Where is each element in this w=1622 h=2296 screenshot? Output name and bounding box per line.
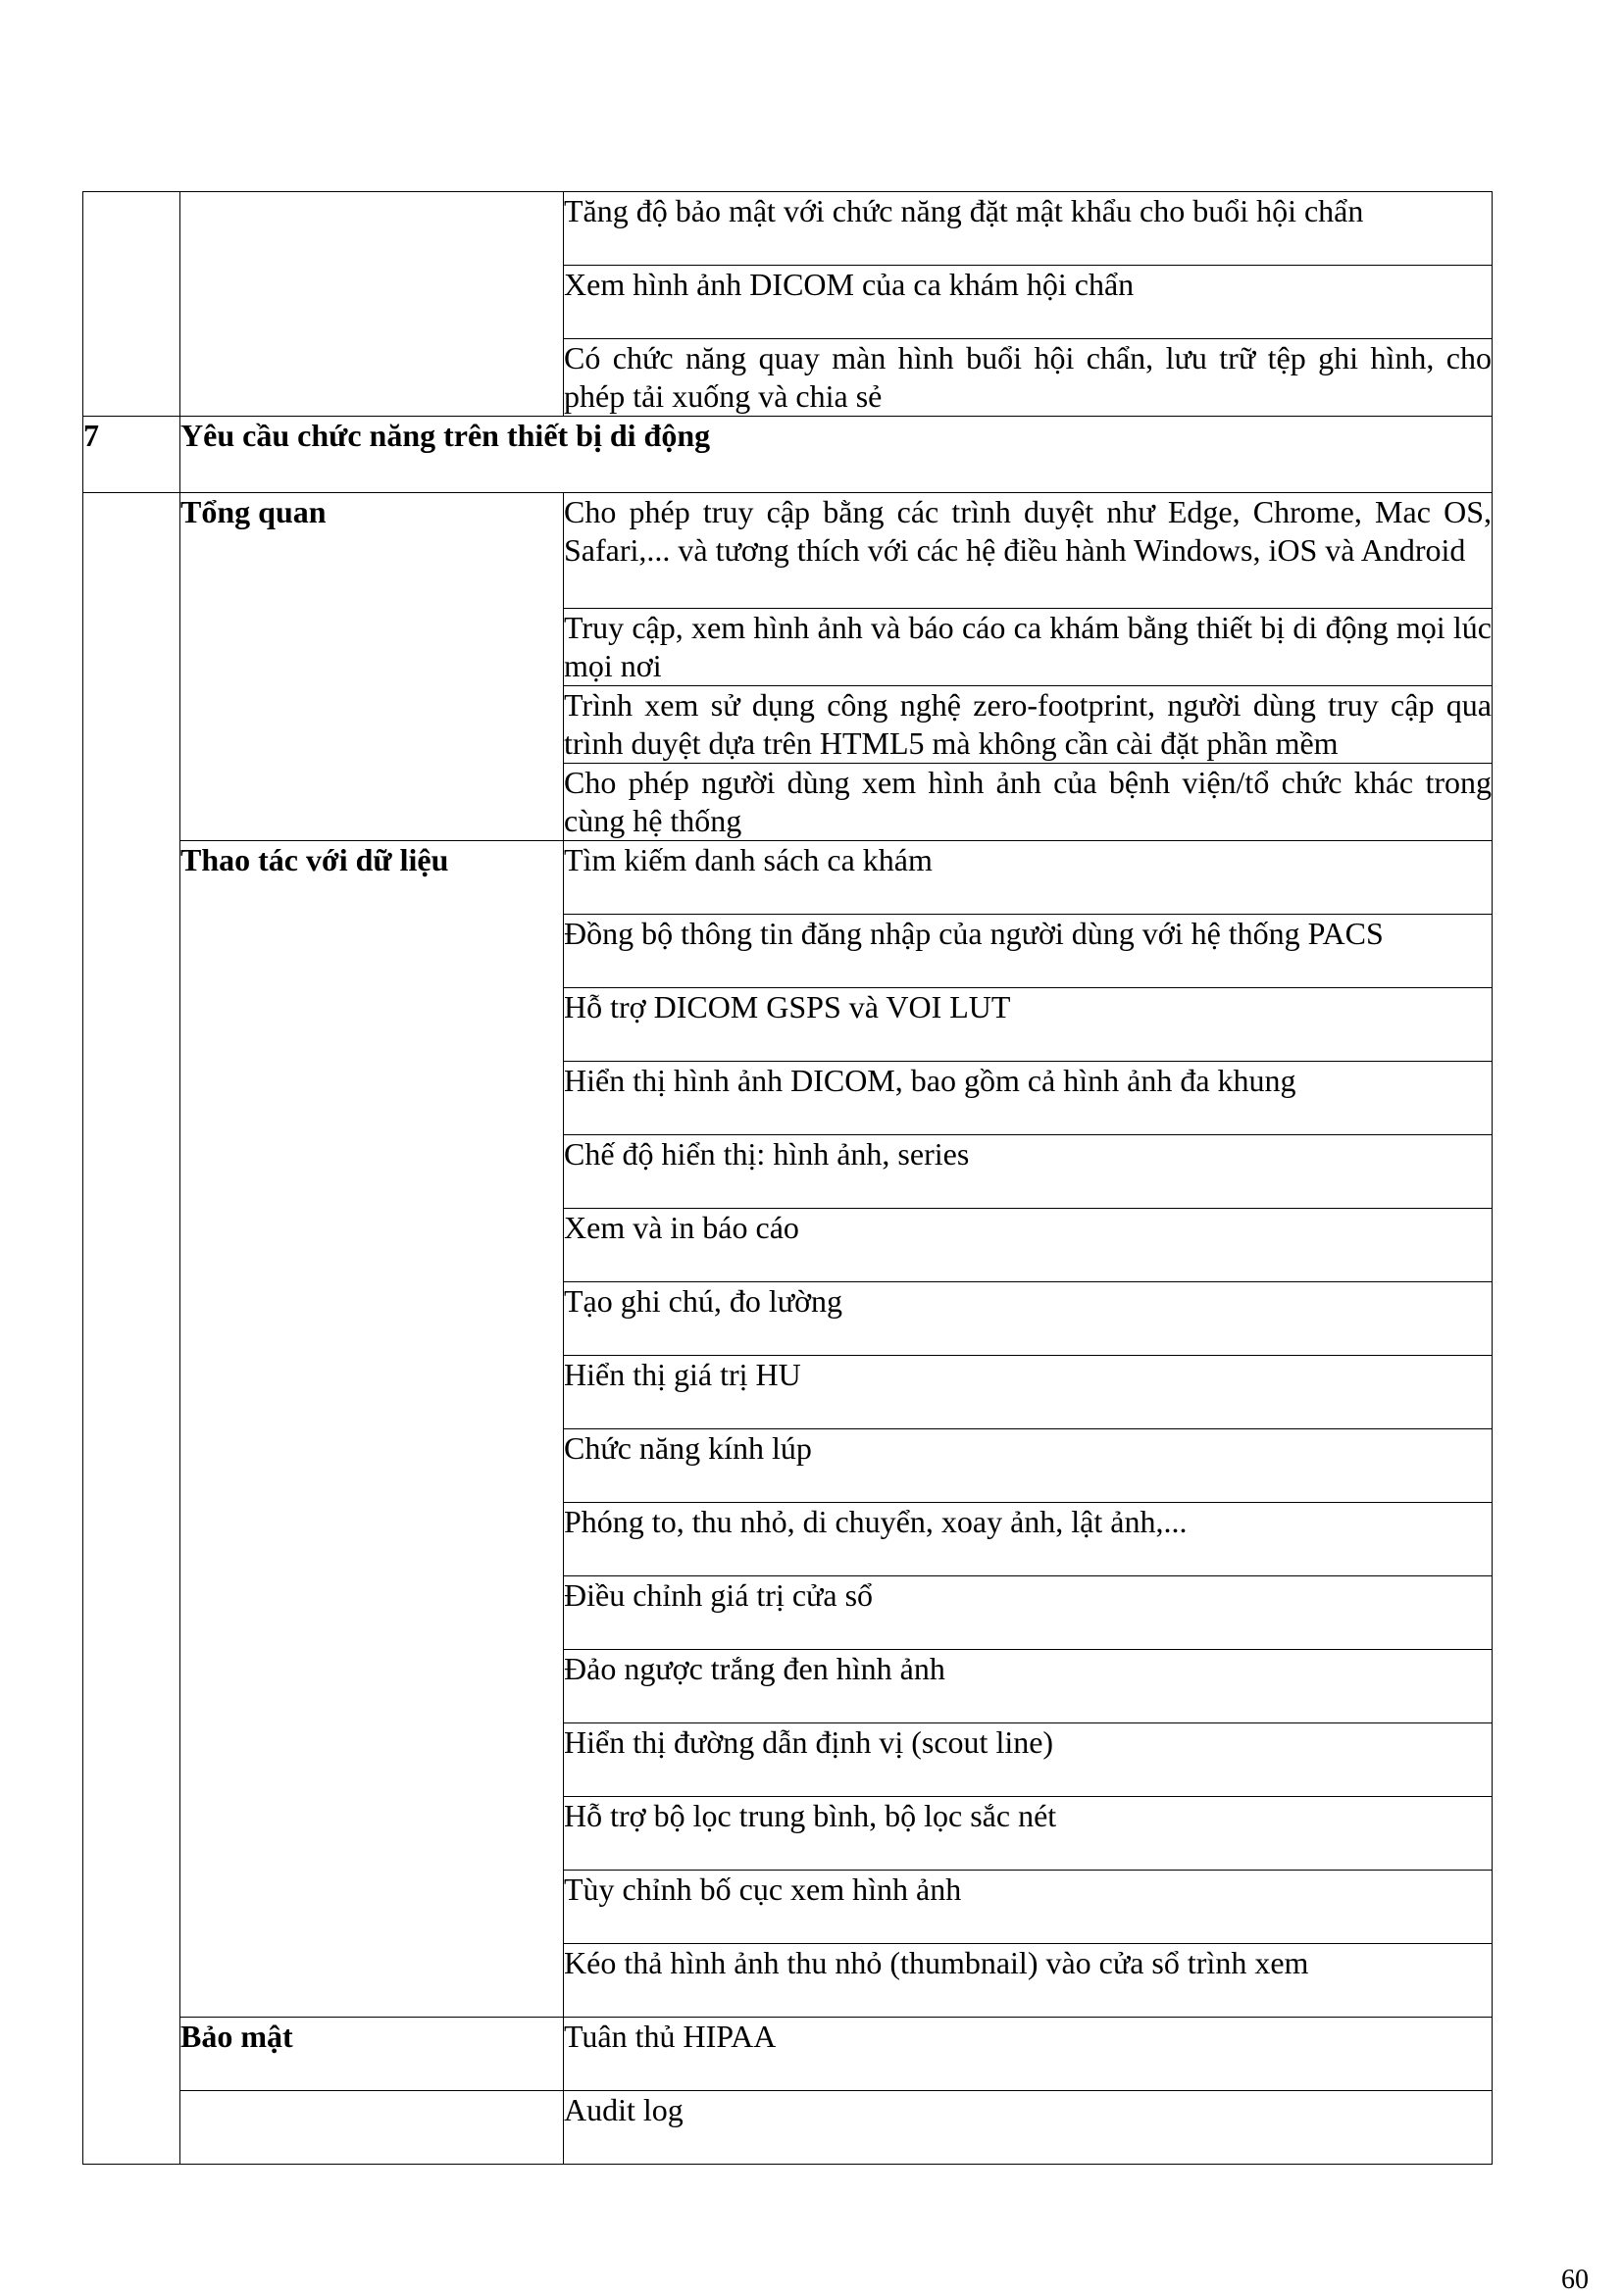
- requirement-cell: Audit log: [564, 2091, 1493, 2165]
- group-label: Thao tác với dữ liệu: [180, 841, 564, 2018]
- requirement-cell: Tùy chỉnh bố cục xem hình ảnh: [564, 1871, 1493, 1944]
- number-cell: [83, 192, 180, 417]
- group-cell: [180, 192, 564, 417]
- group-label: Tổng quan: [180, 493, 564, 841]
- requirement-cell: Tạo ghi chú, đo lường: [564, 1282, 1493, 1356]
- requirement-cell: Truy cập, xem hình ảnh và báo cáo ca khám bằng thiết bị di động mọi lúc mọi nơi: [564, 609, 1493, 686]
- requirement-cell: Kéo thả hình ảnh thu nhỏ (thumbnail) vào cửa sổ trình xem: [564, 1944, 1493, 2018]
- requirement-cell: Xem hình ảnh DICOM của ca khám hội chẩn: [564, 266, 1493, 339]
- requirement-cell: Hiển thị giá trị HU: [564, 1356, 1493, 1429]
- requirement-cell: Hiển thị hình ảnh DICOM, bao gồm cả hình ảnh đa khung: [564, 1062, 1493, 1135]
- section-row: [83, 417, 1493, 493]
- requirement-cell: Cho phép người dùng xem hình ảnh của bệnh viện/tổ chức khác trong cùng hệ thống: [564, 764, 1493, 841]
- section-title: Yêu cầu chức năng trên thiết bị di động: [180, 417, 1493, 493]
- requirement-cell: Xem và in báo cáo: [564, 1209, 1493, 1282]
- table-row: [83, 192, 1493, 266]
- requirement-cell: Tuân thủ HIPAA: [564, 2018, 1493, 2091]
- section-number: 7: [83, 417, 180, 493]
- page-number: 60: [1561, 2265, 1589, 2295]
- number-cell: [83, 493, 180, 2165]
- requirement-cell: Hiển thị đường dẫn định vị (scout line): [564, 1723, 1493, 1797]
- requirement-cell: Hỗ trợ bộ lọc trung bình, bộ lọc sắc nét: [564, 1797, 1493, 1871]
- requirements-table: [82, 191, 1493, 2165]
- requirement-cell: Điều chỉnh giá trị cửa sổ: [564, 1576, 1493, 1650]
- requirement-cell: Chế độ hiển thị: hình ảnh, series: [564, 1135, 1493, 1209]
- requirement-cell: Tăng độ bảo mật với chức năng đặt mật khẩu cho buổi hội chẩn: [564, 192, 1493, 266]
- requirement-cell: Cho phép truy cập bằng các trình duyệt như Edge, Chrome, Mac OS, Safari,... và tương thích với các hệ điều hành Windows, iOS và Android: [564, 493, 1493, 609]
- requirement-cell: Hỗ trợ DICOM GSPS và VOI LUT: [564, 988, 1493, 1062]
- requirement-cell: Tìm kiếm danh sách ca khám: [564, 841, 1493, 915]
- requirement-cell: Có chức năng quay màn hình buổi hội chẩn, lưu trữ tệp ghi hình, cho phép tải xuống và chia sẻ: [564, 339, 1493, 417]
- requirement-cell: Đảo ngược trắng đen hình ảnh: [564, 1650, 1493, 1723]
- table-row: [83, 493, 1493, 609]
- table-row: [83, 841, 1493, 915]
- requirement-cell: Phóng to, thu nhỏ, di chuyển, xoay ảnh, lật ảnh,...: [564, 1503, 1493, 1576]
- group-label: Bảo mật: [180, 2018, 564, 2091]
- table-row: [83, 2091, 1493, 2165]
- requirement-cell: Trình xem sử dụng công nghệ zero-footprint, người dùng truy cập qua trình duyệt dựa trên HTML5 mà không cần cài đặt phần mềm: [564, 686, 1493, 764]
- requirement-cell: Đồng bộ thông tin đăng nhập của người dùng với hệ thống PACS: [564, 915, 1493, 988]
- requirement-cell: Chức năng kính lúp: [564, 1429, 1493, 1503]
- group-label: [180, 2091, 564, 2165]
- table-row: [83, 2018, 1493, 2091]
